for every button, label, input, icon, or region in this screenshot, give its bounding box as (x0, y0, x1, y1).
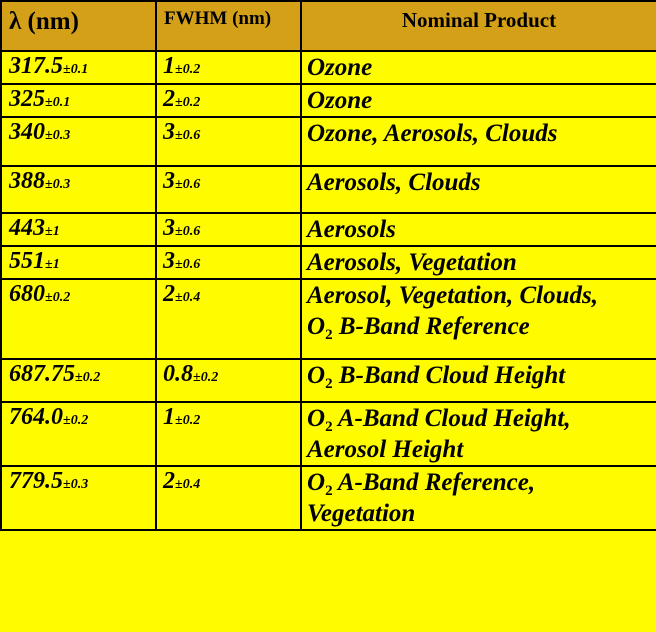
fwhm-cell (156, 51, 301, 84)
nominal-product-cell (301, 402, 656, 466)
nominal-product-line: $O_2$ A-Band Reference, (307, 469, 536, 499)
table-row (1, 402, 656, 466)
fwhm-cell-plus-minus-sign: ± (175, 477, 183, 492)
wavelength-cell-plus-minus-sign: ± (75, 370, 83, 385)
nominal-product-cell (301, 84, 656, 117)
wavelength-cell-plus-minus-sign: ± (45, 95, 53, 110)
fwhm-cell (156, 84, 301, 117)
wavelength-cell (1, 246, 156, 279)
fwhm-cell-plus-minus-sign: ± (175, 224, 183, 239)
subscript-two: 2 (325, 483, 333, 499)
wavelength-cell-plus-minus-sign: ± (63, 477, 71, 492)
fwhm-cell-tolerance: 0.2 (182, 95, 201, 110)
wavelength-cell-value: 687.75 (9, 361, 75, 387)
nominal-product-cell (301, 51, 656, 84)
nominal-product-cell (301, 166, 656, 213)
wavelength-cell-tolerance: 0.2 (70, 413, 89, 428)
fwhm-cell (156, 402, 301, 466)
wavelength-cell-tolerance: 0.3 (70, 477, 89, 492)
fwhm-cell-tolerance: 0.2 (182, 62, 201, 77)
fwhm-cell (156, 166, 301, 213)
wavelength-cell-value: 317.5 (9, 53, 63, 79)
fwhm-cell-value: 2 (163, 468, 175, 494)
fwhm-cell-plus-minus-sign: ± (193, 370, 201, 385)
nominal-product-line: Aerosols, Clouds (307, 169, 481, 196)
table-row (1, 117, 656, 166)
fwhm-cell-plus-minus-sign: ± (175, 413, 183, 428)
fwhm-cell-tolerance: 0.6 (182, 177, 201, 192)
fwhm-cell (156, 279, 301, 359)
fwhm-cell-value: 2 (163, 281, 175, 307)
wavelength-cell-plus-minus-sign: ± (45, 257, 53, 272)
wavelength-cell (1, 402, 156, 466)
wavelength-cell-plus-minus-sign: ± (45, 128, 53, 143)
table-row (1, 213, 656, 246)
wavelength-cell (1, 213, 156, 246)
nominal-product-cell (301, 117, 656, 166)
nominal-product-line: Aerosol, Vegetation, Clouds, (307, 282, 599, 309)
nominal-product-cell (301, 246, 656, 279)
table-row (1, 359, 656, 402)
fwhm-cell-plus-minus-sign: ± (175, 128, 183, 143)
nominal-product-line: Aerosols (307, 216, 396, 243)
wavelength-cell (1, 359, 156, 402)
wavelength-cell-value: 764.0 (9, 404, 63, 430)
wavelength-cell (1, 117, 156, 166)
wavelength-cell (1, 166, 156, 213)
wavelength-cell-plus-minus-sign: ± (63, 62, 71, 77)
table-row (1, 246, 656, 279)
nominal-product-line: Aerosols, Vegetation (307, 249, 517, 276)
fwhm-cell-tolerance: 0.4 (182, 290, 201, 305)
wavelength-cell-plus-minus-sign: ± (45, 177, 53, 192)
fwhm-cell-value: 2 (163, 86, 175, 112)
wavelength-cell-value: 551 (9, 248, 45, 274)
fwhm-cell (156, 246, 301, 279)
fwhm-cell-tolerance: 0.2 (182, 413, 201, 428)
fwhm-cell-plus-minus-sign: ± (175, 257, 183, 272)
fwhm-cell-value: 3 (163, 248, 175, 274)
fwhm-cell-value: 3 (163, 168, 175, 194)
fwhm-cell-value: 3 (163, 215, 175, 241)
header-wavelength: λ (nm) (1, 1, 156, 51)
wavelength-cell (1, 279, 156, 359)
wavelength-cell-tolerance: 1 (52, 224, 60, 239)
wavelength-cell-plus-minus-sign: ± (63, 413, 71, 428)
wavelength-cell-value: 325 (9, 86, 45, 112)
table-row (1, 466, 656, 530)
fwhm-cell-plus-minus-sign: ± (175, 62, 183, 77)
fwhm-cell-tolerance: 0.6 (182, 257, 201, 272)
fwhm-cell-tolerance: 0.6 (182, 128, 201, 143)
table-row (1, 279, 656, 359)
header-row (1, 1, 656, 51)
nominal-product-line: $O_2$ B-Band Cloud Height (307, 362, 566, 392)
fwhm-cell-plus-minus-sign: ± (175, 177, 183, 192)
subscript-two: 2 (325, 419, 333, 435)
header-nominal-product: Nominal Product (301, 1, 656, 51)
nominal-product-line: Ozone, Aerosols, Clouds (307, 120, 558, 147)
fwhm-cell (156, 359, 301, 402)
fwhm-cell-tolerance: 0.6 (182, 224, 201, 239)
table-row (1, 51, 656, 84)
nominal-product-cell (301, 213, 656, 246)
wavelength-cell-tolerance: 0.3 (52, 177, 71, 192)
wavelength-cell-plus-minus-sign: ± (45, 224, 53, 239)
nominal-product-cell (301, 466, 656, 530)
nominal-product-line: Vegetation (307, 500, 416, 527)
nominal-product-line: Aerosol Height (307, 436, 464, 463)
nominal-product-line: $O_2$ B-Band Reference (307, 313, 530, 343)
wavelength-cell-plus-minus-sign: ± (45, 290, 53, 305)
nominal-product-line: $O_2$ A-Band Cloud Height, (307, 405, 571, 435)
fwhm-cell-value: 1 (163, 404, 175, 430)
fwhm-cell-value: 1 (163, 53, 175, 79)
wavelength-cell-tolerance: 0.3 (52, 128, 71, 143)
wavelength-cell (1, 51, 156, 84)
wavelength-cell-value: 779.5 (9, 468, 63, 494)
table-row (1, 84, 656, 117)
wavelength-cell-tolerance: 0.1 (70, 62, 89, 77)
fwhm-cell (156, 213, 301, 246)
fwhm-cell-value: 3 (163, 119, 175, 145)
wavelength-cell-tolerance: 1 (52, 257, 60, 272)
fwhm-cell (156, 117, 301, 166)
nominal-product-line: Ozone (307, 87, 373, 114)
fwhm-cell-tolerance: 0.4 (182, 477, 201, 492)
wavelength-cell-tolerance: 0.1 (52, 95, 71, 110)
fwhm-cell (156, 466, 301, 530)
wavelength-cell-value: 388 (9, 168, 45, 194)
fwhm-cell-value: 0.8 (163, 361, 193, 387)
fwhm-cell-tolerance: 0.2 (200, 370, 219, 385)
wavelength-cell-value: 443 (9, 215, 45, 241)
subscript-two: 2 (325, 376, 333, 392)
wavelength-cell-value: 680 (9, 281, 45, 307)
nominal-product-line: Ozone (307, 54, 373, 81)
table-row (1, 166, 656, 213)
fwhm-cell-plus-minus-sign: ± (175, 290, 183, 305)
wavelength-cell (1, 84, 156, 117)
wavelength-cell-value: 340 (9, 119, 45, 145)
wavelength-cell (1, 466, 156, 530)
nominal-product-cell (301, 359, 656, 402)
subscript-two: 2 (325, 327, 333, 343)
wavelength-cell-tolerance: 0.2 (82, 370, 101, 385)
header-fwhm: FWHM (nm) (156, 1, 301, 51)
wavelength-cell-tolerance: 0.2 (52, 290, 71, 305)
nominal-product-cell (301, 279, 656, 359)
fwhm-cell-plus-minus-sign: ± (175, 95, 183, 110)
